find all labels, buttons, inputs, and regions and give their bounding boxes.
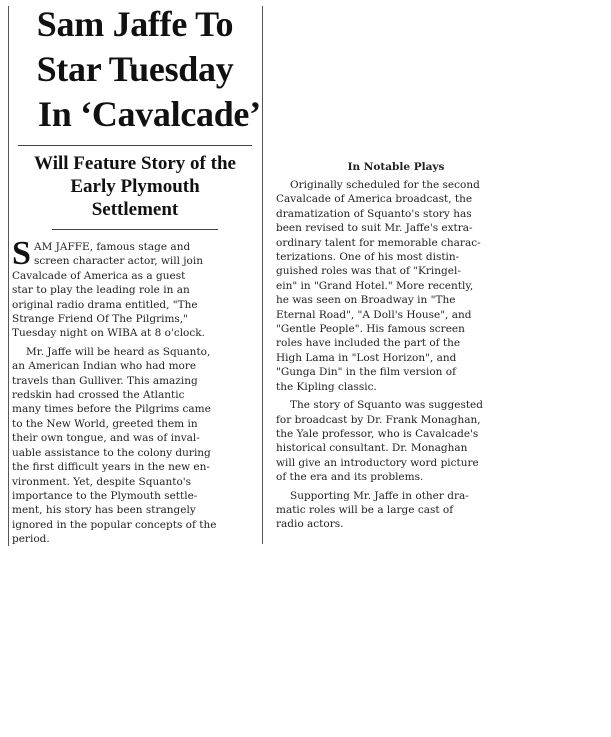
text-line: Strange Friend Of The Pilgrims," [12,313,188,326]
section-title: In Notable Plays [347,161,445,173]
text-line: travels than Gulliver. This amazing [12,374,198,387]
text-line: Tuesday night on WIBA at 8 o'clock. [12,327,205,340]
text-line: importance to the Plymouth settle- [12,489,198,502]
paragraph-1 [12,235,258,341]
article-right-column [276,160,546,536]
paragraph-5 [276,489,546,532]
text-line: an American Indian who had more [12,360,197,373]
text-line: High Lama in "Lost Horizon", and [276,351,457,364]
text-line: many times before the Pilgrims came [12,403,211,416]
text-line: redskin had crossed the Atlantic [12,389,185,402]
text-line: ordinary talent for memorable charac- [276,236,481,249]
text-line: their own tongue, and was of inval- [12,432,200,445]
text-line: period. [12,533,50,546]
text-line: terizations. One of his most distin- [276,251,460,264]
text-line: Originally scheduled for the second [290,179,480,191]
paragraph-3 [276,178,546,394]
column-rule-left [8,6,9,546]
headline-divider [18,145,252,146]
text-line: roles have included the part of the [276,337,461,350]
text-line: the Kipling classic. [276,380,377,393]
column-rule-middle [262,6,263,544]
subheadline-line: Early Plymouth [70,176,200,197]
text-line: Mr. Jaffe will be heard as Squanto, [26,345,211,358]
headline-line: Star Tuesday [36,49,234,89]
headline-line: In ‘Cavalcade’ [38,94,261,134]
subheadline-line: Settlement [91,199,179,220]
text-line: vironment. Yet, despite Squanto's [12,475,192,488]
text-line: been revised to suit Mr. Jaffe's extra- [276,222,473,235]
article-body-left [12,235,258,547]
text-line: historical consultant. Dr. Monaghan [276,442,468,455]
text-line: Cavalcade of America broadcast, the [276,193,473,206]
text-line: ignored in the popular concepts of the [12,518,217,531]
text-line: ein" in "Grand Hotel." More recently, [276,279,474,292]
text-line: original radio drama entitled, "The [12,298,198,311]
text-line: the Yale professor, who is Cavalcade's [276,427,479,440]
text-line: the first difficult years in the new en- [12,461,210,474]
text-line: "Gentle People". His famous screen [276,323,465,336]
text-line: matic roles will be a large cast of [276,503,454,516]
text-line: Supporting Mr. Jaffe in other dra- [290,489,469,502]
text-line: "Gunga Din" in the film version of [276,366,456,379]
text-line: ment, his story has been strangely [12,504,196,517]
paragraph-2 [12,345,258,547]
headline-line: Sam Jaffe To [36,4,234,44]
text-line: radio actors. [276,518,344,531]
text-line: Cavalcade of America as a guest [12,269,186,282]
paragraph-4 [276,398,546,484]
text-line: he was seen on Broadway in "The [276,294,456,307]
text-line: will give an introductory word picture [276,456,479,469]
text-line: guished roles was that of "Kringel- [276,265,461,278]
subheadline-divider [52,229,218,230]
text-line: star to play the leading role in an [12,284,190,297]
text-line: Eternal Road", "A Doll's House", and [276,308,472,321]
headline [12,2,261,137]
subheadline [12,152,258,221]
text-line: of the era and its problems. [276,471,424,484]
article-body-right [276,178,546,532]
text-line: for broadcast by Dr. Frank Monaghan, [276,413,481,426]
subheadline-line: Will Feature Story of the [34,153,236,174]
text-line: screen character actor, will join [34,255,203,268]
article-left-column [12,2,261,551]
text-line: dramatization of Squanto's story has [276,207,472,220]
text-line: The story of Squanto was suggested [290,399,483,412]
text-line: AM JAFFE, famous stage and [34,241,191,253]
text-line: uable assistance to the colony during [12,446,211,459]
text-line: to the New World, greeted them in [12,417,198,430]
drop-cap: S [12,235,31,272]
